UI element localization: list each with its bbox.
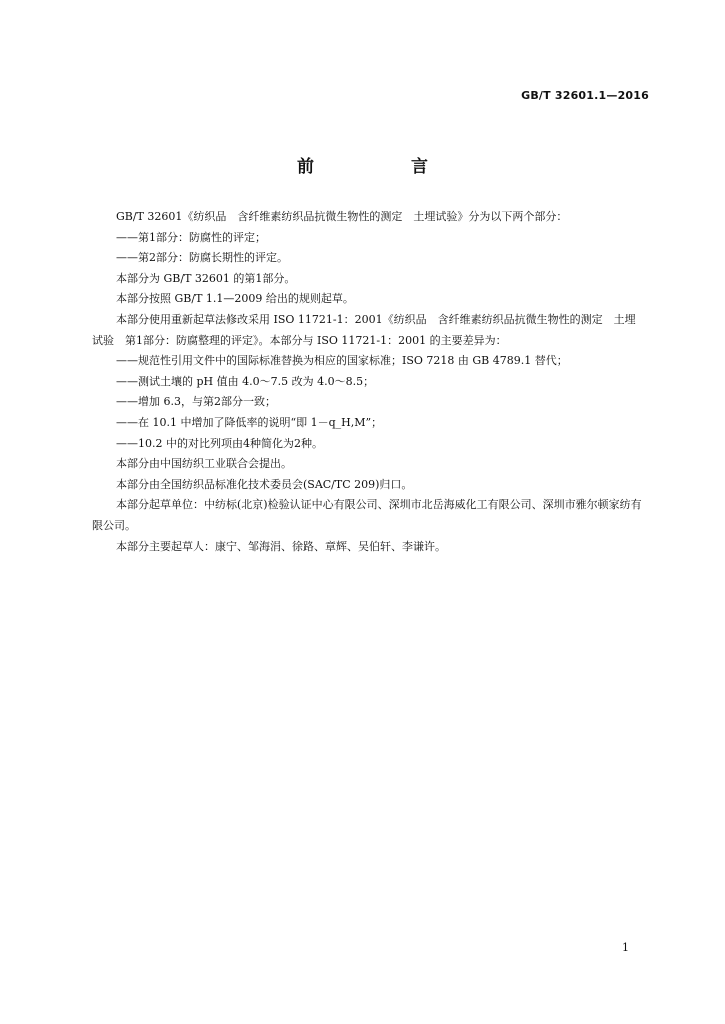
paragraph: 本部分起草单位：中纺标(北京)检验认证中心有限公司、深圳市北岳海威化工有限公司、深圳市雅尔顿家纺有限公司。 [92, 498, 642, 532]
list-item: ——第2部分：防腐长期性的评定。 [116, 251, 288, 265]
page-number: 1 [622, 941, 629, 954]
paragraph: 本部分使用重新起草法修改采用 ISO 11721-1：2001《纺织品 含纤维素纺织品抗微生物性的测定 土埋试验 第1部分：防腐整理的评定》。本部分与 ISO 11721-1：2001 的主要差异为： [92, 312, 636, 347]
list-item: ——测试土壤的 pH 值由 4.0～7.5 改为 4.0～8.5； [116, 374, 375, 388]
list-item: ——规范性引用文件中的国际标准替换为相应的国家标准；ISO 7218 由 GB 4789.1 替代； [116, 354, 568, 368]
list-item: ——在 10.1 中增加了降低率的说明“即 1－q_H,M”； [116, 415, 383, 429]
list-item: ——10.2 中的对比列项由4种简化为2种。 [116, 436, 323, 450]
paragraph: 本部分由全国纺织品标准化技术委员会(SAC/TC 209)归口。 [116, 477, 413, 491]
paragraph: 本部分由中国纺织工业联合会提出。 [116, 457, 292, 471]
page-title: 前 言 [297, 157, 468, 177]
paragraph: 本部分为 GB/T 32601 的第1部分。 [116, 271, 296, 285]
list-item: ——增加 6.3，与第2部分一致； [116, 395, 276, 409]
standard-code: GB/T 32601.1—2016 [521, 89, 649, 102]
paragraph: 本部分按照 GB/T 1.1—2009 给出的规则起草。 [116, 292, 354, 306]
paragraph: 本部分主要起草人：康宁、邹海涓、徐路、章辉、吴伯轩、李谦许。 [116, 539, 446, 553]
list-item: ——第1部分：防腐性的评定； [116, 230, 266, 244]
paragraph: GB/T 32601《纺织品 含纤维素纺织品抗微生物性的测定 土埋试验》分为以下两个部分： [116, 210, 568, 223]
foreword-body [92, 207, 642, 557]
